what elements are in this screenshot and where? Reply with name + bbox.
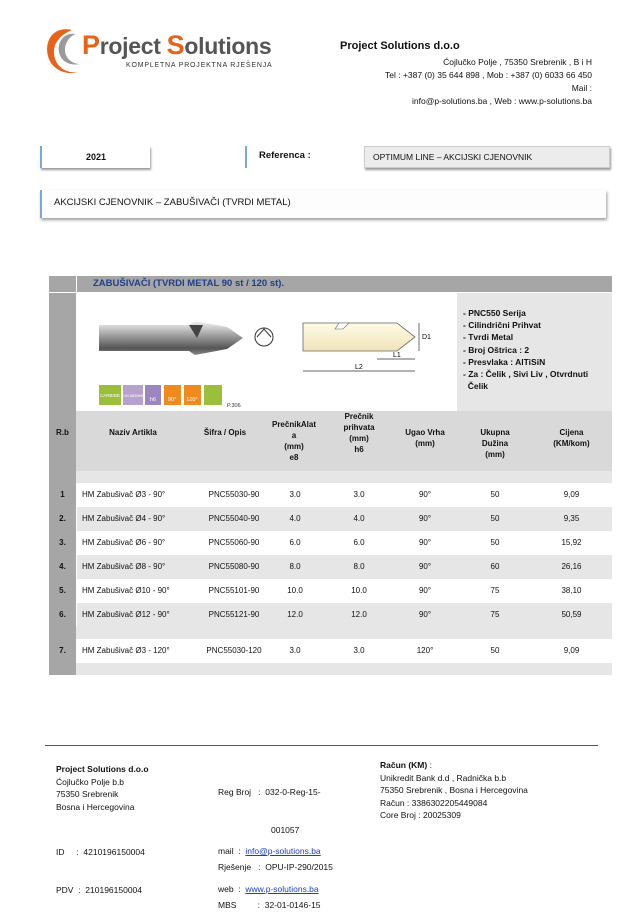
cell-length: 50: [490, 490, 500, 499]
cell-angle: 90°: [418, 514, 432, 523]
cell-price: 9,35: [563, 514, 580, 523]
footer-address-3: Bosna i Hercegovina: [56, 801, 135, 812]
footer-links: mail : info@p-solutions.ba web : www.p-solutions.ba: [218, 846, 321, 894]
cell-length: 50: [490, 514, 500, 523]
footer-bank-block: Račun (KM) : Unikredit Bank d.d , Radnička b.b 75350 Srebrenik , Bosna i Hercegovina Račun : 3386302205449084 Core Broj : 20025309: [380, 760, 528, 820]
footer-company-block: [56, 763, 149, 813]
footer-address-2: 75350 Srebrenik: [56, 789, 119, 799]
cell-rb: 5.: [59, 586, 66, 595]
year-field: 2021: [40, 146, 150, 168]
table-row: [49, 555, 612, 579]
table-row: [49, 639, 612, 663]
svg-text:h6: h6: [149, 397, 157, 403]
cell-diameter: 6.0: [289, 538, 301, 547]
table-row: [49, 483, 612, 507]
cell-rb: 2.: [59, 514, 66, 523]
company-address: Ćojlučko Polje , 75350 Srebrenik , B i H: [443, 57, 592, 67]
company-name: Project Solutions d.o.o: [340, 40, 460, 52]
cell-name: HM Zabušivač Ø4 - 90°: [82, 514, 166, 523]
svg-text:D1: D1: [422, 334, 431, 341]
footer-id: ID : 4210196150004: [56, 847, 145, 857]
cell-name: HM Zabušivač Ø10 - 90°: [82, 586, 170, 595]
cell-name: HM Zabušivač Ø8 - 90°: [82, 562, 166, 571]
section-header: [49, 276, 612, 292]
footer-bank-2: 75350 Srebrenik , Bosna i Hercegovina: [380, 785, 528, 795]
cell-price: 50,59: [561, 610, 582, 619]
footer-reg-2: 001057: [271, 824, 300, 835]
cell-angle: 90°: [418, 538, 432, 547]
footer-bank-title: Račun (KM): [380, 760, 428, 770]
footer-address-1: Ćojlučko Polje b.b: [56, 776, 125, 787]
col-rb: R.b: [56, 428, 69, 437]
cell-price: 9,09: [563, 490, 580, 499]
cell-price: 15,92: [561, 538, 582, 547]
cell-name: HM Zabušivač Ø6 - 90°: [82, 538, 166, 547]
cell-angle: 90°: [418, 562, 432, 571]
cell-code: PNC55121-90: [208, 610, 260, 619]
footer-web-link[interactable]: www.p-solutions.ba: [245, 883, 319, 894]
cell-code: PNC55030-120: [206, 646, 262, 655]
company-phones: Tel : +387 (0) 35 644 898 , Mob : +387 (0) 6033 66 450: [385, 70, 592, 80]
table-header-row: [49, 411, 612, 471]
product-specs: - PNC550 Serija - Cilindrični Prihvat - Tvrdi Metal - Broj Oštrica : 2 - Presvlaka : AlTiSiN - Za : Čelik , Sivi Liv , Otvrdnuti Čelik: [457, 293, 612, 411]
coating-badge: [204, 385, 222, 405]
product-image-area: [49, 293, 612, 411]
table-spacer-row: [49, 663, 612, 675]
cell-shank: 12.0: [351, 610, 367, 619]
footer-rjesenje: Rješenje : OPU-IP-290/2015: [218, 862, 333, 872]
cell-rb: 1: [60, 490, 65, 499]
footer-pdv: PDV : 210196150004: [56, 884, 143, 895]
footer-reg-1: Reg Broj : 032-0-Reg-15-: [218, 787, 321, 797]
svg-text:90°: 90°: [167, 397, 177, 403]
cell-price: 9,09: [563, 646, 580, 655]
svg-text:120°: 120°: [186, 397, 198, 403]
drill-photo: [99, 321, 243, 355]
cell-length: 75: [490, 586, 500, 595]
cell-code: PNC55030-90: [208, 490, 260, 499]
cell-rb: 7.: [59, 646, 66, 655]
cell-diameter: 10.0: [287, 586, 303, 595]
cell-angle: 120°: [416, 646, 434, 655]
footer-mail-link[interactable]: info@p-solutions.ba: [245, 846, 321, 856]
cell-length: 75: [490, 610, 500, 619]
cell-shank: 3.0: [353, 646, 365, 655]
info-bar: [40, 146, 610, 170]
cell-shank: 6.0: [353, 538, 365, 547]
col-length: Ukupna Dužina (mm): [480, 428, 510, 459]
cell-rb: 4.: [59, 562, 66, 571]
cell-code: PNC55040-90: [208, 514, 260, 523]
footer-ids: [56, 821, 145, 909]
cell-length: 50: [490, 646, 500, 655]
svg-text:CARBIDE: CARBIDE: [99, 393, 121, 398]
cell-shank: 3.0: [353, 490, 365, 499]
company-web: info@p-solutions.ba , Web : www.p-solutions.ba: [412, 96, 592, 106]
cell-diameter: 3.0: [289, 646, 301, 655]
col-angle: Ugao Vrha (mm): [405, 428, 445, 448]
cell-shank: 4.0: [353, 514, 365, 523]
footer-bank-1: Unikredit Bank d.d , Radnička b.b: [380, 772, 507, 783]
cell-code: PNC55080-90: [208, 562, 260, 571]
cell-angle: 90°: [418, 490, 432, 499]
cell-angle: 90°: [418, 586, 432, 595]
cell-code: PNC55060-90: [208, 538, 260, 547]
cell-angle: 90°: [418, 610, 432, 619]
footer-divider: [45, 745, 598, 746]
footer-mbs: MBS : 32-01-0146-15: [218, 899, 321, 910]
svg-text:P.306: P.306: [227, 403, 241, 409]
section-title: ZABUŠIVAČI (TVRDI METAL 90 st / 120 st).: [77, 276, 612, 292]
footer-company-name: Project Solutions d.o.o: [56, 764, 149, 774]
cell-diameter: 4.0: [289, 514, 301, 523]
cell-price: 38,10: [561, 586, 582, 595]
footer-core: Core Broj : 20025309: [380, 810, 461, 820]
logo-tagline: KOMPLETNA PROJEKTNA RJEŠENJA: [126, 62, 273, 69]
cell-shank: 10.0: [351, 586, 367, 595]
col-name: Naziv Artikla: [109, 428, 157, 437]
cell-rb: 3.: [59, 538, 66, 547]
cell-rb: 6.: [59, 610, 66, 619]
angle-symbol-icon: [255, 328, 273, 346]
cell-name: HM Zabušivač Ø3 - 120°: [82, 646, 170, 655]
footer-account: Račun : 3386302205449084: [380, 797, 488, 808]
company-mail-label: Mail :: [571, 83, 592, 93]
cell-price: 26,16: [561, 562, 582, 571]
cell-length: 60: [490, 562, 500, 571]
table-row: [49, 507, 612, 531]
cell-length: 50: [490, 538, 500, 547]
cell-code: PNC55101-90: [208, 586, 260, 595]
drill-technical-drawing: [303, 323, 415, 351]
svg-text:DIN 6535HB: DIN 6535HB: [121, 393, 145, 398]
product-picture: [77, 293, 457, 411]
table-row: [49, 603, 612, 627]
reference-label: Referenca :: [245, 146, 311, 168]
col-shank: Prečnik prihvata (mm) h6: [343, 412, 375, 454]
company-logo: [42, 24, 273, 82]
table-spacer-row: [49, 471, 612, 483]
table-row: [49, 579, 612, 603]
reference-value: OPTIMUM LINE – AKCIJSKI CJENOVNIK: [364, 146, 610, 168]
cell-shank: 8.0: [353, 562, 365, 571]
document-title: AKCIJSKI CJENOVNIK – ZABUŠIVAČI (TVRDI METAL): [40, 190, 606, 218]
drill-illustration: [77, 293, 457, 411]
table-spacer-row: [49, 627, 612, 639]
cell-diameter: 12.0: [287, 610, 303, 619]
col-price: Cijena (KM/kom): [553, 428, 590, 448]
svg-text:L1: L1: [393, 352, 401, 359]
col-code: Šifra / Opis: [203, 428, 247, 437]
table-row: [49, 531, 612, 555]
col-diameter: PrečnikAlat a (mm) e8: [271, 420, 317, 462]
cell-diameter: 8.0: [289, 562, 301, 571]
cell-name: HM Zabušivač Ø3 - 90°: [82, 490, 166, 499]
cell-diameter: 3.0: [289, 490, 301, 499]
logo-wordmark: Project Solutions: [82, 30, 272, 60]
svg-text:L2: L2: [355, 364, 363, 371]
cell-name: HM Zabušivač Ø12 - 90°: [82, 610, 170, 619]
